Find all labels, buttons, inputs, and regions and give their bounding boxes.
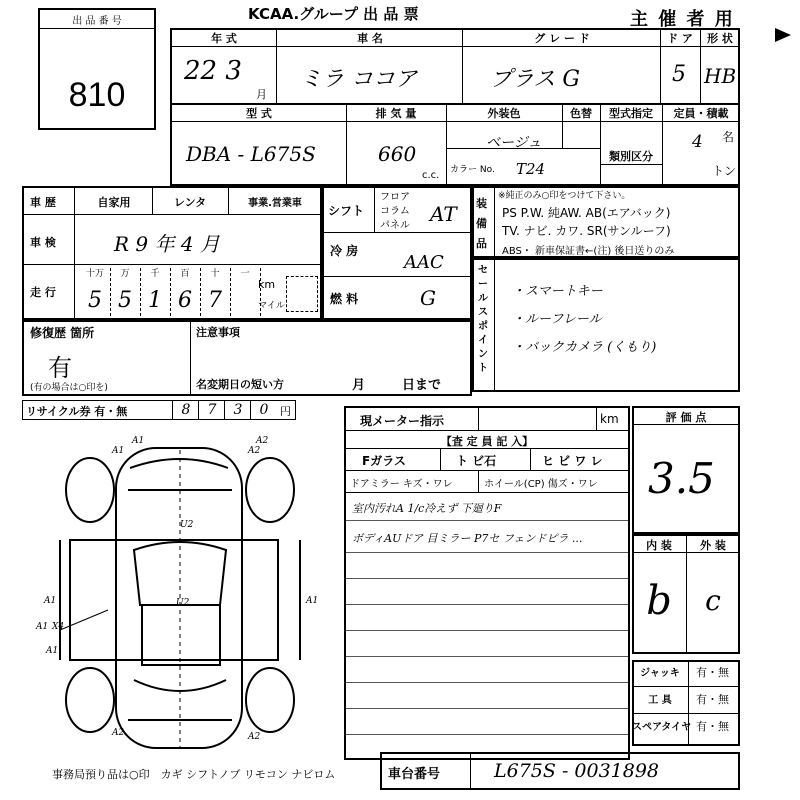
damage-mark: A1 bbox=[306, 596, 319, 606]
load-unit: トン bbox=[712, 164, 737, 178]
exterior-label: 外 装 bbox=[700, 539, 726, 552]
mileage-digit: 5 bbox=[88, 288, 102, 313]
accessory-label: ジャッキ bbox=[640, 668, 680, 679]
recycle-digit-divider bbox=[250, 401, 251, 419]
month-unit: 月 bbox=[256, 88, 267, 101]
km-label: km bbox=[258, 278, 276, 291]
shift-panel[interactable]: パネル bbox=[380, 220, 410, 231]
mile-label: マイル bbox=[258, 301, 285, 311]
displacement-value: 660 bbox=[378, 142, 417, 166]
equipment-line1[interactable]: PS P.W. 純AW. AB(エアバック) bbox=[502, 206, 671, 220]
type-spec-label: 型式指定 bbox=[609, 107, 653, 120]
capacity-value: 4 bbox=[692, 132, 703, 152]
chassis-label: 車台番号 bbox=[388, 767, 441, 782]
grade-label: グ レ ー ド bbox=[534, 32, 590, 45]
accessory-value[interactable]: 有・無 bbox=[696, 693, 729, 706]
equipment-line2[interactable]: TV. ナビ. カワ. SR(サンルーフ) bbox=[502, 224, 671, 238]
accessory-divider bbox=[632, 713, 740, 714]
mileage-digit: 6 bbox=[178, 288, 192, 313]
damage-mark: A1 bbox=[36, 622, 49, 632]
capacity-label: 定員・積載 bbox=[673, 107, 729, 120]
deadline-day: 日まで bbox=[402, 378, 442, 393]
header-title: KCAA.グループ 出 品 票 bbox=[248, 5, 419, 23]
recycle-digit: 8 bbox=[181, 402, 191, 418]
meter-label: 現メーター指示 bbox=[360, 414, 445, 428]
f-glass-label: Fガラス bbox=[362, 454, 406, 468]
doors-value: 5 bbox=[672, 62, 686, 87]
history-label: 車 歴 bbox=[30, 196, 56, 209]
inspector-comment-1: 室内汚れA 1/c冷えず 下廻りF bbox=[352, 502, 502, 515]
mileage-header: 千 bbox=[150, 269, 160, 279]
recycle-label: リサイクル券 有・無 bbox=[26, 405, 128, 418]
accessory-value[interactable]: 有・無 bbox=[696, 666, 729, 679]
arrow-icon bbox=[775, 28, 791, 42]
history-option-rental[interactable]: レンタ bbox=[173, 196, 207, 209]
mileage-digit: 1 bbox=[148, 288, 162, 313]
damage-mark: A1 bbox=[112, 446, 125, 456]
history-option-private[interactable]: 自家用 bbox=[97, 196, 131, 209]
deadline-month: 月 bbox=[352, 378, 366, 393]
damage-mark: A1 bbox=[46, 646, 59, 656]
type-label: 型 式 bbox=[246, 107, 272, 120]
accessory-column-divider bbox=[688, 660, 689, 746]
type-value: DBA - L675S bbox=[186, 142, 316, 166]
damage-mark: U2 bbox=[176, 598, 190, 608]
recycle-digit-divider bbox=[224, 401, 225, 419]
model-label: 車 名 bbox=[357, 32, 383, 45]
grade-value: プラス G bbox=[490, 67, 580, 92]
ac-value: AAC bbox=[404, 252, 444, 273]
chassis-value: L675S - 0031898 bbox=[494, 760, 660, 782]
score-value: 3.5 bbox=[648, 454, 715, 503]
fuel-label: 燃 料 bbox=[330, 292, 359, 306]
recycle-digit: 3 bbox=[233, 402, 243, 418]
car-damage-diagram bbox=[30, 430, 330, 760]
ac-label: 冷 房 bbox=[330, 244, 359, 258]
sales-point-3: ・バックカメラ (くもり) bbox=[512, 340, 657, 355]
organizer-label: 主 催 者 用 bbox=[630, 9, 735, 30]
mileage-label: 走 行 bbox=[30, 286, 56, 299]
doors-label: ド ア bbox=[667, 32, 693, 45]
recycle-digit: 0 bbox=[259, 402, 269, 418]
mileage-header: 十万 bbox=[85, 269, 104, 279]
equipment-label: 装備品 bbox=[476, 197, 487, 250]
repair-note: (有の場合は○印を) bbox=[30, 383, 108, 393]
recycle-unit: 円 bbox=[280, 405, 291, 418]
caution-label: 注意事項 bbox=[196, 326, 240, 339]
damage-mark: X4 bbox=[52, 622, 65, 632]
damage-mark: A2 bbox=[248, 732, 261, 742]
inspection-label: 車 検 bbox=[30, 236, 56, 249]
interior-value: b bbox=[646, 578, 672, 624]
tobi-label: ト ビ石 bbox=[456, 454, 497, 468]
mileage-header: 百 bbox=[180, 269, 190, 279]
inspection-value: R 9 年 4 月 bbox=[114, 232, 220, 256]
color-label: 外装色 bbox=[487, 107, 521, 120]
capacity-unit: 名 bbox=[722, 130, 735, 144]
color-no-value: T24 bbox=[516, 160, 546, 178]
lot-number-label: 出 品 番 号 bbox=[72, 16, 122, 27]
color-value: ベージュ bbox=[486, 135, 542, 151]
accessory-label: スペアタイヤ bbox=[632, 722, 692, 733]
accessory-value[interactable]: 有・無 bbox=[696, 720, 729, 733]
recycle-digit-divider bbox=[172, 401, 173, 419]
shift-value: AT bbox=[430, 202, 457, 226]
shift-column[interactable]: コラム bbox=[380, 206, 410, 217]
color-no-label: カラー No. bbox=[450, 165, 495, 175]
shift-floor[interactable]: フロア bbox=[380, 192, 410, 203]
displacement-label: 排 気 量 bbox=[375, 107, 417, 120]
lot-number-value: 810 bbox=[68, 76, 126, 114]
office-note: 事務局預り品は○印 カギ シフトノブ リモコン ナビロム bbox=[52, 768, 336, 781]
damage-mark: A2 bbox=[256, 436, 269, 446]
exterior-value: c bbox=[705, 584, 721, 617]
damage-mark: A2 bbox=[248, 446, 261, 456]
equipment-line3[interactable]: ABS・ 新車保証書←(注) 後日送りのみ bbox=[502, 246, 675, 257]
color-change-label: 色替 bbox=[570, 107, 592, 120]
model-value: ミラ ココア bbox=[300, 67, 417, 92]
damage-mark: A1 bbox=[44, 596, 57, 606]
shape-value: HB bbox=[704, 64, 737, 88]
deadline-label: 名変期日の短い方 bbox=[196, 378, 284, 391]
repair-value: 有 bbox=[48, 354, 72, 382]
recycle-digit: 7 bbox=[207, 402, 217, 418]
year-label: 年 式 bbox=[211, 32, 237, 45]
sales-point-1: ・スマートキー bbox=[512, 284, 603, 299]
accessory-divider bbox=[632, 686, 740, 687]
inspector-label: 【査 定 員 記 入】 bbox=[440, 435, 534, 448]
wheel-label: ホイール(CP) 傷ズ・ワレ bbox=[484, 479, 598, 490]
score-label: 評 価 点 bbox=[665, 411, 707, 424]
displacement-unit: c.c. bbox=[422, 170, 440, 181]
mileage-header: 一 bbox=[240, 269, 250, 279]
hibi-label: ヒ ビ ワ レ bbox=[542, 454, 603, 468]
damage-mark: A2 bbox=[112, 728, 125, 738]
sales-point-2: ・ルーフレール bbox=[512, 312, 602, 327]
mileage-digit: 5 bbox=[118, 288, 132, 313]
lot-number-box bbox=[38, 8, 156, 130]
history-option-business[interactable]: 事業.営業車 bbox=[248, 198, 302, 209]
shape-label: 形 状 bbox=[707, 32, 733, 45]
fuel-value: G bbox=[420, 286, 436, 310]
year-value: 22 3 bbox=[184, 56, 242, 86]
mileage-digit: 7 bbox=[208, 288, 222, 313]
mileage-header: 万 bbox=[120, 269, 130, 279]
recycle-digit-divider bbox=[198, 401, 199, 419]
mirror-label: ドアミラー キズ・ワレ bbox=[350, 479, 453, 490]
mileage-header: 十 bbox=[210, 269, 220, 279]
category-label: 類別区分 bbox=[609, 150, 653, 163]
damage-mark: U2 bbox=[180, 520, 194, 530]
meter-unit: km bbox=[600, 412, 619, 426]
sales-points-label: セールスポイント bbox=[478, 265, 488, 374]
accessory-label: 工 具 bbox=[648, 695, 672, 706]
inspector-comment-2: ボディAUドア 目ミラー P7セ フェンドピラ ... bbox=[352, 532, 583, 545]
mileage-box-icon bbox=[286, 276, 318, 312]
equipment-note: ※純正のみ○印をつけて下さい。 bbox=[498, 191, 631, 201]
interior-label: 内 装 bbox=[646, 539, 672, 552]
shift-label: シフト bbox=[328, 204, 365, 218]
damage-mark: A1 bbox=[132, 436, 145, 446]
repair-label: 修復歴 箇所 bbox=[30, 326, 95, 340]
